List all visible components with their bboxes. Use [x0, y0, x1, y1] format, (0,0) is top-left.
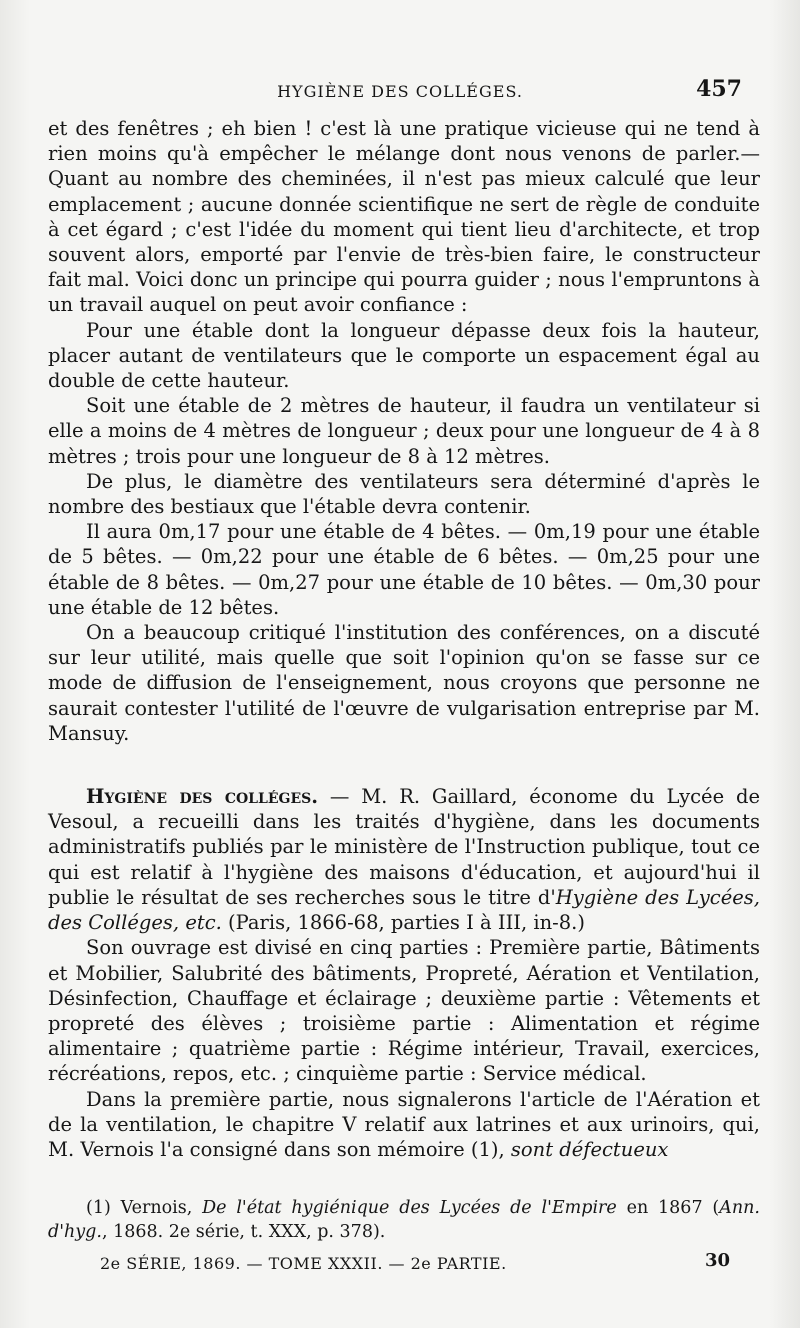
- italic-text: sont défectueux: [510, 1137, 669, 1161]
- publication-info: (Paris, 1866-68, parties I à III, in-8.): [221, 911, 585, 935]
- paragraph: [48, 1087, 760, 1163]
- signature-number: 30: [704, 1250, 730, 1271]
- paragraph: De plus, le diamètre des ventilateurs sera déterminé d'après le nombre des bestiaux que l'étable devra contenir.: [48, 469, 760, 519]
- article-body: [48, 116, 760, 1162]
- paragraph-text: Dans la première partie, nous signalerons l'article de l'Aération et de la ventilation, le chapitre V relatif aux latrines et aux urinoirs, qui, M. Vernois l'a consigné dans son mémoire (1),: [48, 1087, 760, 1161]
- footnote-journal: Ann. d'hyg.: [48, 1198, 760, 1242]
- footnote: [48, 1196, 760, 1244]
- paragraph: On a beaucoup critiqué l'institution des conférences, on a discuté sur leur utilité, mais quelle que soit l'opinion qu'on se fasse sur ce mode de diffusion de l'enseignement, nous croyons que personne ne saurait contester l'utilité de l'œuvre de vulgarisation entreprise par M. Mansuy.: [48, 621, 760, 745]
- series-info: 2e SÉRIE, 1869. — TOME XXXII. — 2e PARTIE.: [100, 1254, 507, 1273]
- paragraph: Pour une étable dont la longueur dépasse deux fois la hauteur, placer autant de ventilateurs que le comporte un espacement égal au double de cette hauteur.: [48, 318, 760, 393]
- footnote-start: (1) Vernois,: [86, 1198, 203, 1218]
- page-footer: [48, 1250, 752, 1276]
- footnote-middle: en 1867 (: [616, 1198, 720, 1218]
- book-title: Hygiène des Lycées, des Colléges, etc.: [48, 885, 760, 935]
- page-number: 457: [696, 76, 742, 102]
- paragraph: Son ouvrage est divisé en cinq parties : Première partie, Bâtiments et Mobilier, Salubrité des bâtiments, Propreté, Aération et Ventilation, Désinfection, Chauffage et éclairage ; deuxième partie : Vêtements et propreté des élèves ; troisième partie : Alimentation et régime alimentaire ; quatrième partie : Régime intérieur, Travail, exercices, récréations, repos, etc. ; cinquième partie : Service médical.: [48, 936, 760, 1086]
- footnote-text: [48, 1196, 760, 1244]
- section-text: — M. R. Gaillard, économe du Lycée de Vesoul, a recueilli dans les traités d'hygiène, dans les documents administratifs publiés par le ministère de l'Instruction publique, tout ce qui est relatif à l'hygiène des maisons d'éducation, et aujourd'hui il publie le résultat de ses recherches sous le titre d': [48, 785, 760, 909]
- running-head: HYGIÈNE DES COLLÉGES.: [277, 82, 523, 101]
- section-paragraph: [48, 784, 760, 935]
- paragraph: et des fenêtres ; eh bien ! c'est là une pratique vicieuse qui ne tend à rien moins qu'à empêcher le mélange dont nous venons de parler.— Quant au nombre des cheminées, il n'est pas mieux calculé que leur emplacement ; aucune donnée scientifique ne sert de règle de conduite à cet égard ; c'est l'idée du moment qui tient lieu d'architecte, et trop souvent alors, emporté par l'envie de très-bien faire, le constructeur fait mal. Voici donc un principe qui pourra guider ; nous l'empruntons à un travail auquel on peut avoir confiance :: [48, 117, 760, 317]
- paragraph: Soit une étable de 2 mètres de hauteur, il faudra un ventilateur si elle a moins de 4 mètres de longueur ; deux pour une longueur de 4 à 8 mètres ; trois pour une longueur de 8 à 12 mètres.: [48, 394, 760, 468]
- paragraph: Il aura 0m,17 pour une étable de 4 bêtes. — 0m,19 pour une étable de 5 bêtes. — 0m,22 pour une étable de 6 bêtes. — 0m,25 pour une étable de 8 bêtes. — 0m,27 pour une étable de 10 bêtes. — 0m,30 pour une étable de 12 bêtes.: [48, 520, 760, 619]
- page-header: [48, 76, 752, 106]
- footnote-end: , 1868. 2e série, t. XXX, p. 378).: [101, 1222, 386, 1242]
- footnote-title: De l'état hygiénique des Lycées de l'Empire: [202, 1198, 617, 1218]
- section-spacer: [48, 746, 760, 784]
- section-title: Hygiène des colléges.: [86, 785, 319, 809]
